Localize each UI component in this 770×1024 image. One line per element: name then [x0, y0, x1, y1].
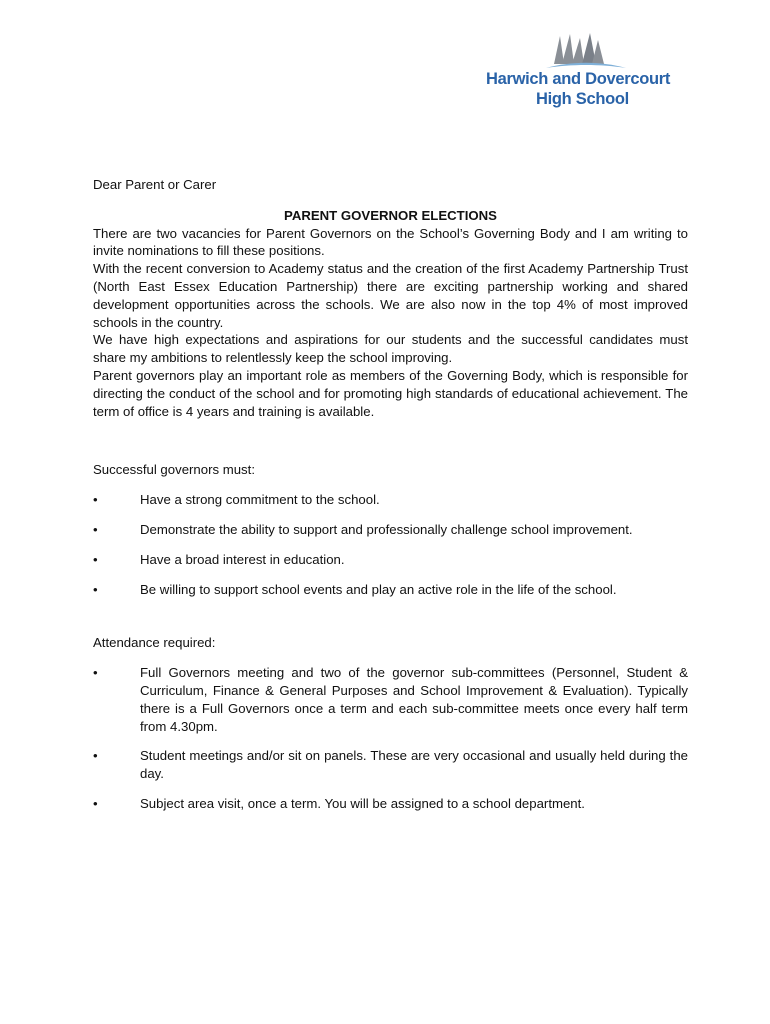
attendance-list: [93, 664, 688, 813]
bullet: •: [93, 748, 98, 764]
list-item-text: Subject area visit, once a term. You will be assigned to a school department.: [140, 795, 585, 811]
paragraph-vacancies: There are two vacancies for Parent Governors on the School’s Governing Body and I am writing to invite nominations to fill these positions.: [93, 225, 688, 259]
bullet: •: [93, 581, 98, 597]
requirements-list: [93, 491, 688, 598]
list-item: [93, 551, 688, 569]
letter-title: PARENT GOVERNOR ELECTIONS: [284, 207, 497, 223]
list-item: [93, 491, 688, 509]
bullet: •: [93, 795, 98, 811]
salutation: Dear Parent or Carer: [93, 177, 217, 192]
list-item: [93, 521, 688, 539]
school-name-line2: High School: [536, 90, 629, 108]
bullet: •: [93, 521, 98, 537]
list-item-text: Student meetings and/or sit on panels. These are very occasional and usually held during the day.: [140, 748, 688, 782]
paragraph-expectations: We have high expectations and aspirations for our students and the successful candidates must share my ambitions to relentlessly keep the school improving.: [93, 332, 688, 366]
bullet: •: [93, 551, 98, 567]
school-logo: [484, 30, 684, 112]
list-item-text: Have a broad interest in education.: [140, 551, 345, 567]
attendance-label: Attendance required:: [93, 635, 216, 651]
bullet: •: [93, 665, 98, 681]
school-name-line1: Harwich and Dovercourt: [486, 70, 671, 88]
list-item: [93, 747, 688, 783]
sails-icon: [526, 30, 646, 72]
list-item-text: Full Governors meeting and two of the governor sub-committees (Personnel, Student & Curriculum, Finance & General Purposes and School Improvement & Evaluation). Typically there is a Full Governors once a term and each sub-committee meets once every half term from 4.30pm.: [140, 665, 688, 734]
requirements-label: Successful governors must:: [93, 462, 255, 478]
list-item: [93, 795, 688, 813]
bullet: •: [93, 492, 98, 508]
paragraph-academy: With the recent conversion to Academy status and the creation of the first Academy Partnership Trust (North East Essex Education Partnership) there are exciting partnership working and shared development opportunities across the schools. We are also now in the top 4% of most improved schools in the country.: [93, 261, 688, 330]
list-item: [93, 581, 688, 599]
list-item: [93, 664, 688, 735]
list-item-text: Demonstrate the ability to support and professionally challenge school improvement.: [140, 521, 633, 537]
list-item-text: Be willing to support school events and play an active role in the life of the school.: [140, 581, 617, 597]
list-item-text: Have a strong commitment to the school.: [140, 492, 380, 508]
letter-body: [93, 176, 688, 813]
paragraph-role: Parent governors play an important role as members of the Governing Body, which is responsible for directing the conduct of the school and for promoting high standards of educational achievement. The term of office is 4 years and training is available.: [93, 367, 688, 419]
